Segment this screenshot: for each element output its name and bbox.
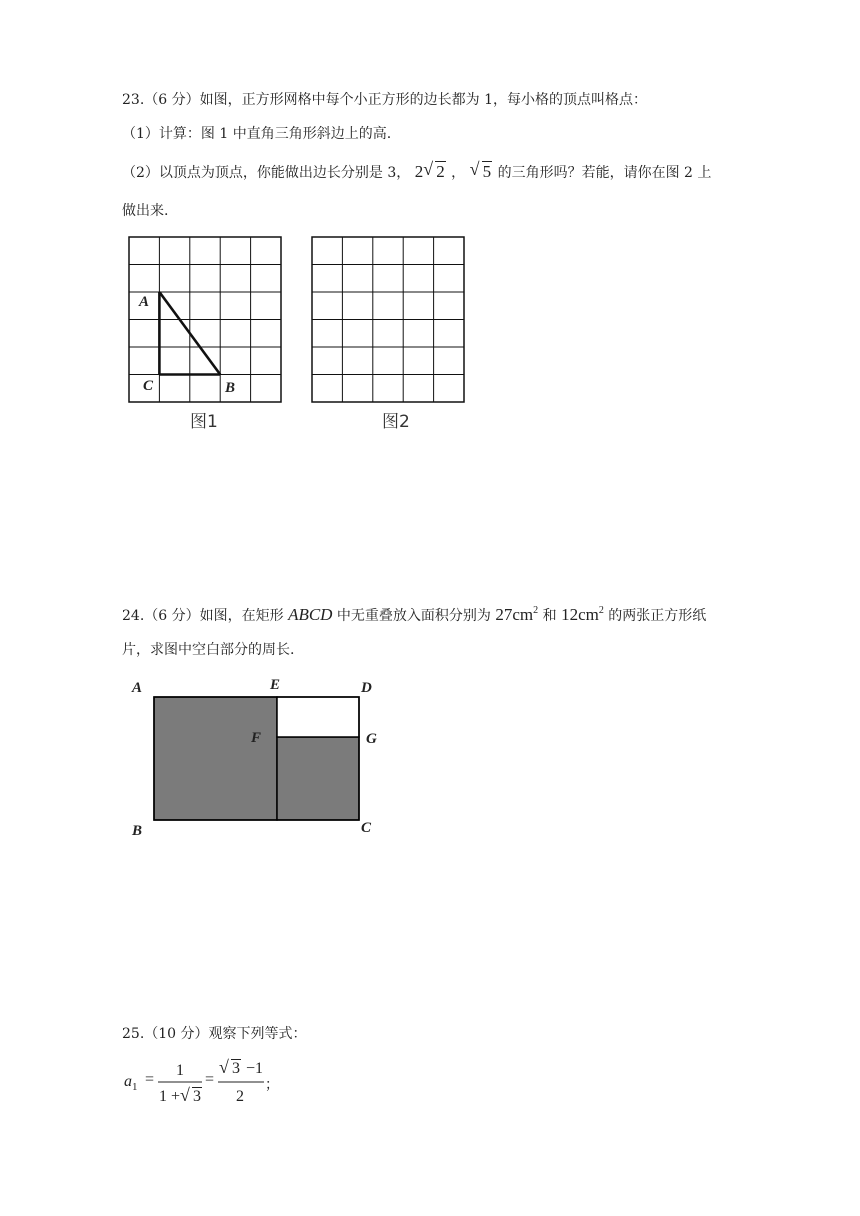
fig1-label-C: C [143, 378, 154, 394]
semicolon: ； [265, 1078, 279, 1093]
frac2-numerator: √ 3 −1 [219, 1060, 263, 1078]
fig1-label-A: A [139, 294, 150, 310]
fig1-caption: 图1 [190, 412, 218, 432]
area-12: $12cm^2$ [561, 605, 604, 624]
comma: ， [451, 165, 466, 181]
large-square [154, 697, 277, 820]
frac1-denominator: 1 +√ 3 [159, 1088, 203, 1106]
frac2-denominator: 2 [236, 1088, 244, 1105]
q24-text-b: 中无重叠放入面积分别为 [336, 608, 491, 624]
q24-text-c: 的两张正方形纸 [608, 608, 707, 624]
q24-figure [154, 697, 359, 820]
q23-part1: （1）计算：图 1 中直角三角形斜边上的高. [122, 126, 392, 142]
q24-stem-cont: 片，求图中空白部分的周长. [122, 642, 295, 658]
q25-stem: 25.（10 分）观察下列等式： [122, 1026, 307, 1042]
q24-label-G: G [366, 731, 377, 747]
sqrt-expr-2root2: 2√ 2 [415, 162, 447, 181]
frac1-numerator: 1 [176, 1062, 184, 1079]
q23-stem: 23.（6 分）如图，正方形网格中每个小正方形的边长都为 1，每小格的顶点叫格点： [122, 92, 647, 108]
eq-sign-2: = [205, 1071, 215, 1088]
q24-stem [122, 601, 706, 626]
fig2-caption: 图2 [382, 412, 410, 432]
q24-text-a: 24.（6 分）如图，在矩形 [122, 608, 284, 624]
q23-part2-text-b: 的三角形吗？若能，请你在图 2 上 [497, 165, 712, 181]
q24-label-C: C [361, 820, 372, 836]
eq-sign-1: = [145, 1071, 155, 1088]
q24-and: 和 [542, 608, 557, 624]
area-27: $27cm^2$ [495, 605, 539, 624]
fig1-label-B: B [225, 380, 236, 396]
q24-label-D: D [361, 680, 372, 696]
figure2-grid [312, 237, 464, 402]
q24-label-E: E [270, 677, 281, 693]
blank-region [277, 697, 359, 737]
sqrt-expr-root5: √ 5 [470, 162, 494, 181]
rect-name: ABCD [288, 605, 333, 624]
small-square [277, 737, 359, 820]
q24-label-B: B [132, 823, 143, 839]
q24-label-A: A [132, 680, 143, 696]
q24-label-F: F [251, 730, 262, 746]
q23-part2-cont: 做出来. [122, 203, 169, 219]
a1-var: $a_1$ [124, 1073, 138, 1093]
q23-part2-text-a: （2）以顶点为顶点，你能做出边长分别是 3， [122, 165, 411, 181]
